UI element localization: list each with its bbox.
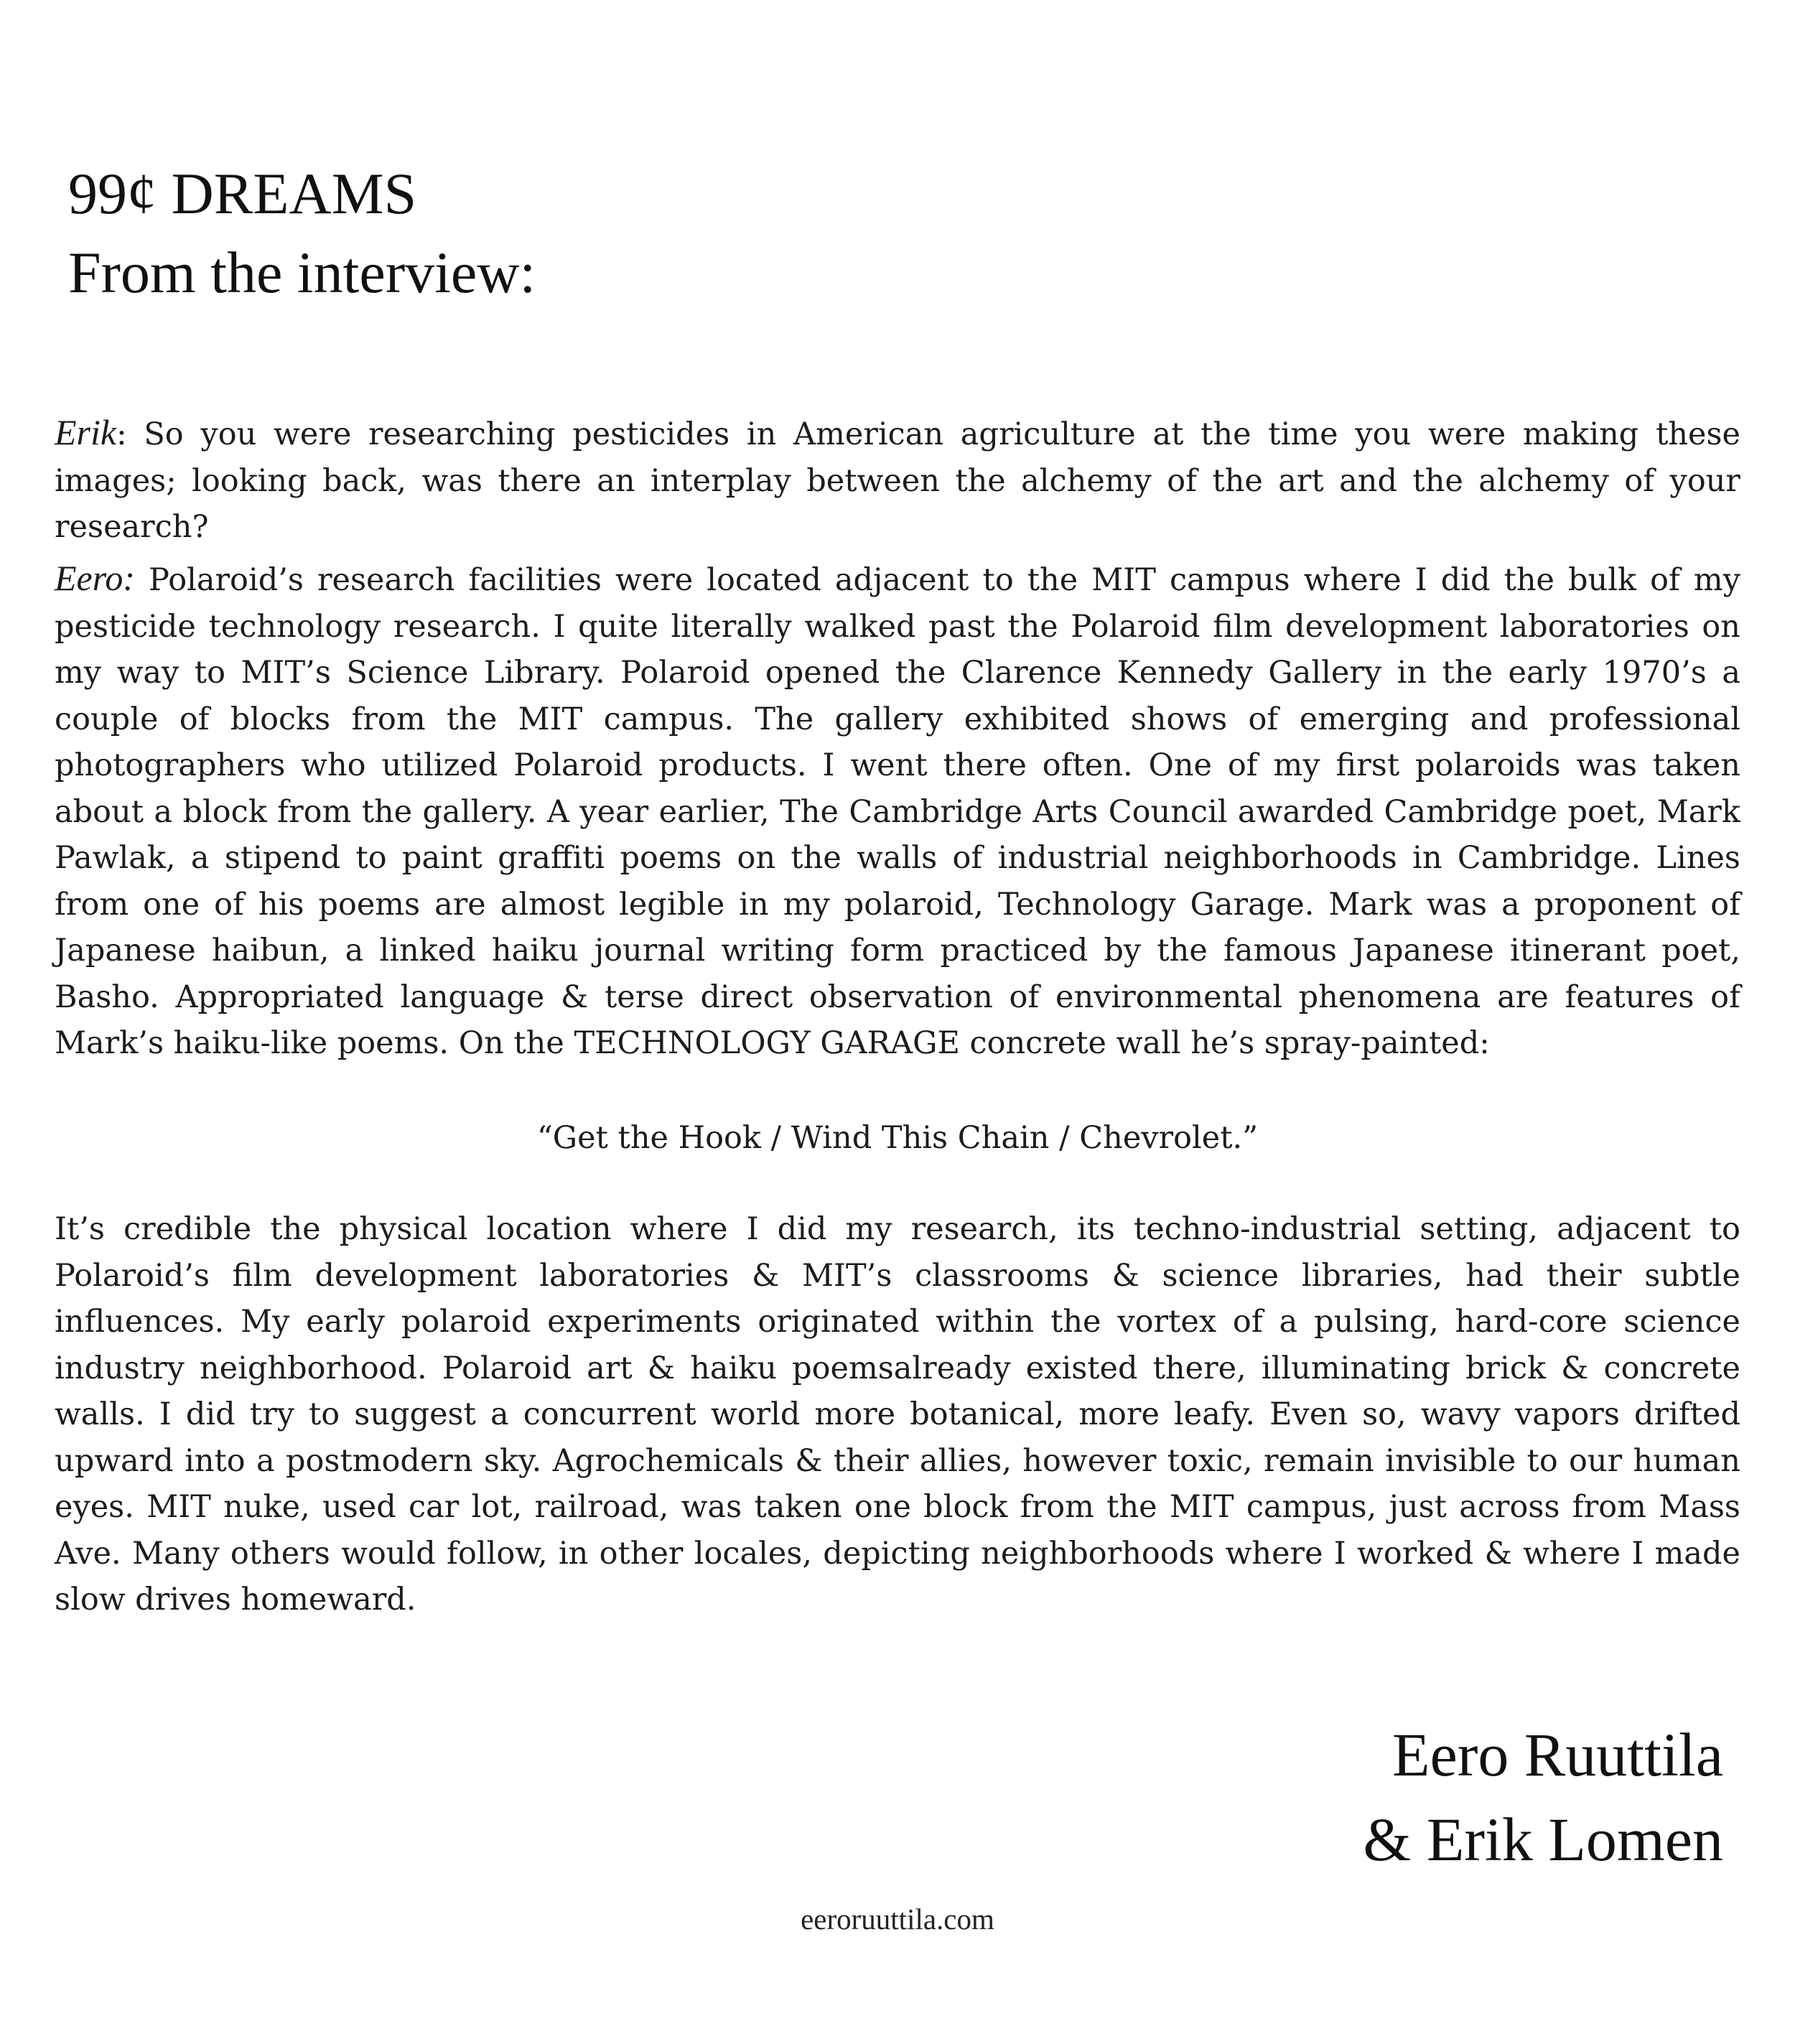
eero-answer-paragraph — [55, 555, 1740, 1067]
document-title — [68, 154, 536, 312]
signature-line-2: & Erik Lomen — [1363, 1805, 1723, 1874]
author-signature — [1363, 1712, 1723, 1882]
title-line-2: From the interview: — [68, 240, 536, 305]
eero-answer-continuation: It’s credible the physical location where I did my research, its techno-industrial setting, adjacent to Polaroid’s film development laboratories & MIT’s classrooms & science libraries, had their subtle influences. My early polaroid experiments originated within the vortex of a pulsing, hard-core science industry neighborhood. Polaroid art & haiku poemsalready existed there, illuminating brick & concrete walls. I did try to suggest a concurrent world more botanical, more leafy. Even so, wavy vapors drifted upward into a postmodern sky. Agrochemicals & their allies, however toxic, remain invisible to our human eyes. MIT nuke, used car lot, railroad, was taken one block from the MIT campus, just across from Mass Ave. Many others would follow, in other locales, depicting neighborhoods where I worked & where I made slow drives homeward. — [55, 1211, 1740, 1618]
footer-website: eeroruuttila.com — [801, 1903, 994, 1936]
erik-question-paragraph — [55, 409, 1740, 551]
speaker-eero: Eero: — [55, 558, 135, 598]
speaker-erik: Erik — [55, 412, 117, 452]
eero-answer-text: Polaroid’s research facilities were located adjacent to the MIT campus where I did the bulk of my pesticide technology research. I quite literally walked past the Polaroid film development laboratories on my way to MIT’s Science Library. Polaroid opened the Clarence Kennedy Gallery in the early 1970’s a couple of blocks from the MIT campus. The gallery exhibited shows of emerging and professional photographers who utilized Polaroid products. I went there often. One of my first polaroids was taken about a block from the gallery. A year earlier, The Cambridge Arts Council awarded Cambridge poet, Mark Pawlak, a stipend to paint graffiti poems on the walls of industrial neighborhoods in Cambridge. Lines from one of his poems are almost legible in my polaroid, Technology Garage. Mark was a proponent of Japanese haibun, a linked haiku journal writing form practiced by the famous Japanese itinerant poet, Basho. Appropriated language & terse direct observation of environmental phenomena are features of Mark’s haiku-like poems. On the TECHNOLOGY GARAGE concrete wall he’s spray-painted: — [55, 562, 1740, 1061]
signature-line-1: Eero Ruuttila — [1392, 1720, 1723, 1789]
title-line-1: 99¢ DREAMS — [68, 161, 417, 226]
graffiti-quote: “Get the Hook / Wind This Chain / Chevrolet.” — [536, 1120, 1259, 1156]
erik-question-text: : So you were researching pesticides in American agriculture at the time you were making these images; looking back, was there an interplay between the alchemy of the art and the alchemy of your research? — [55, 416, 1740, 545]
